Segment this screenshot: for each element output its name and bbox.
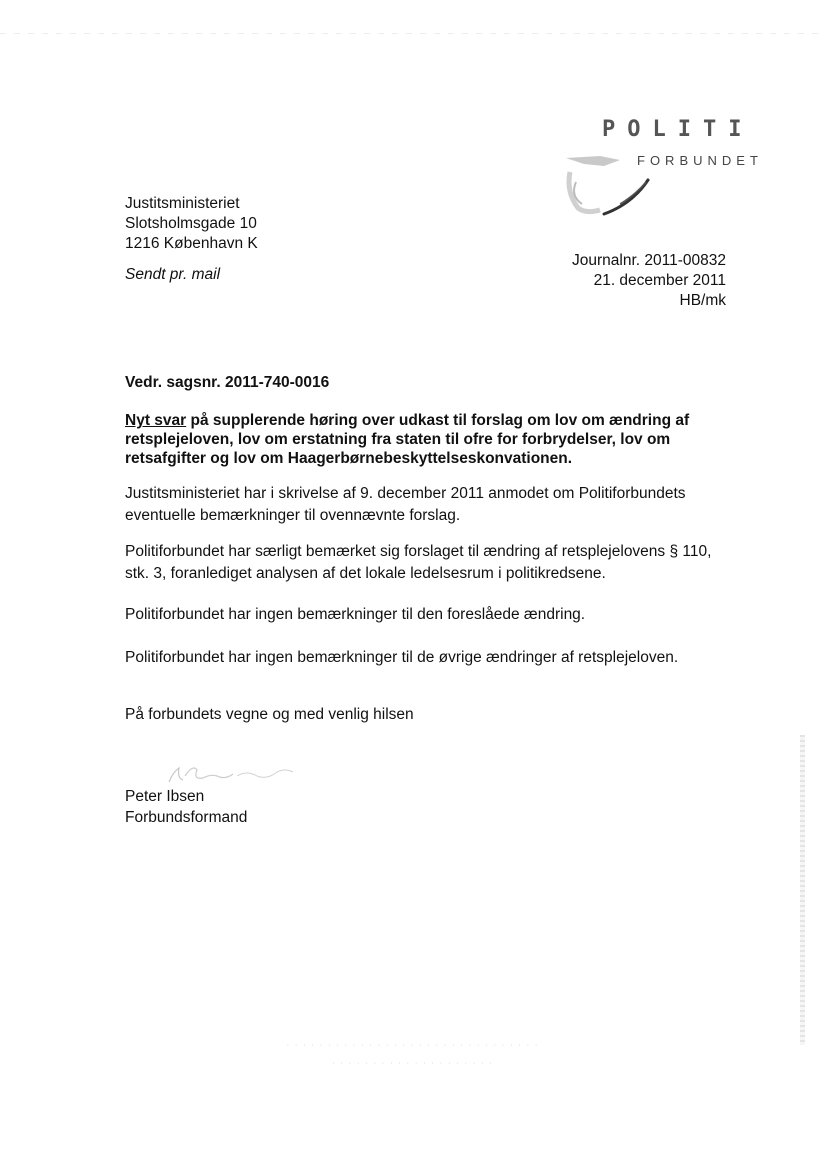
recipient-name: Justitsministeriet [125,195,240,212]
footer-line: · · · · · · · · · · · · · · · · · · · · [332,1060,494,1067]
logo-subtitle: FORBUNDET [637,153,763,168]
initials: HB/mk [679,292,726,309]
body-paragraph: Politiforbundet har ingen bemærkninger til den foreslåede ændring. [125,606,586,623]
scan-artifact-edge [800,735,805,1045]
logo-wordmark: POLITI [602,117,754,142]
letter-meta [572,251,726,311]
letter-date: 21. december 2011 [593,272,726,289]
subject-lead: Nyt svar [125,412,187,429]
signer [125,786,247,828]
closing-line: På forbundets vegne og med venlig hilsen [125,706,414,723]
scan-artifact-top [0,33,826,34]
body-paragraph: Justitsministeriet har i skrivelse af 9. december 2011 anmodet om Politiforbundets eventuelle bemærkninger til ovennævnte forslag. [125,485,686,524]
logo-emblem-icon [560,152,652,224]
recipient-city: 1216 København K [125,235,258,252]
body-paragraph: Politiforbundet har ingen bemærkninger til de øvrige ændringer af retsplejeloven. [125,649,679,666]
case-reference: Vedr. sagsnr. 2011-740-0016 [125,374,330,391]
body-paragraph: Politiforbundet har særligt bemærket sig forslaget til ændring af retsplejelovens § 110, stk. 3, foranlediget analysen af det lokale ledelsesrum i politikredsene. [125,543,712,582]
journal-number: Journalnr. 2011-00832 [572,252,726,269]
recipient-address [125,194,258,254]
subject [125,411,725,468]
sent-via: Sendt pr. mail [125,266,221,283]
signer-name: Peter Ibsen [125,788,205,805]
signer-title: Forbundsformand [125,809,248,826]
subject-text: på supplerende høring over udkast til forslag om lov om ændring af retsplejeloven, lov om erstatning fra staten til ofre for forbrydelser, lov om retsafgifter og lov om Haagerbørnebeskyttelseskonvationen. [125,412,690,467]
footer-line: · · · · · · · · · · · · · · · · · · · · · · · · · · · · · · · [286,1042,540,1049]
handwritten-signature [163,760,298,788]
recipient-street: Slotsholmsgade 10 [125,215,257,232]
